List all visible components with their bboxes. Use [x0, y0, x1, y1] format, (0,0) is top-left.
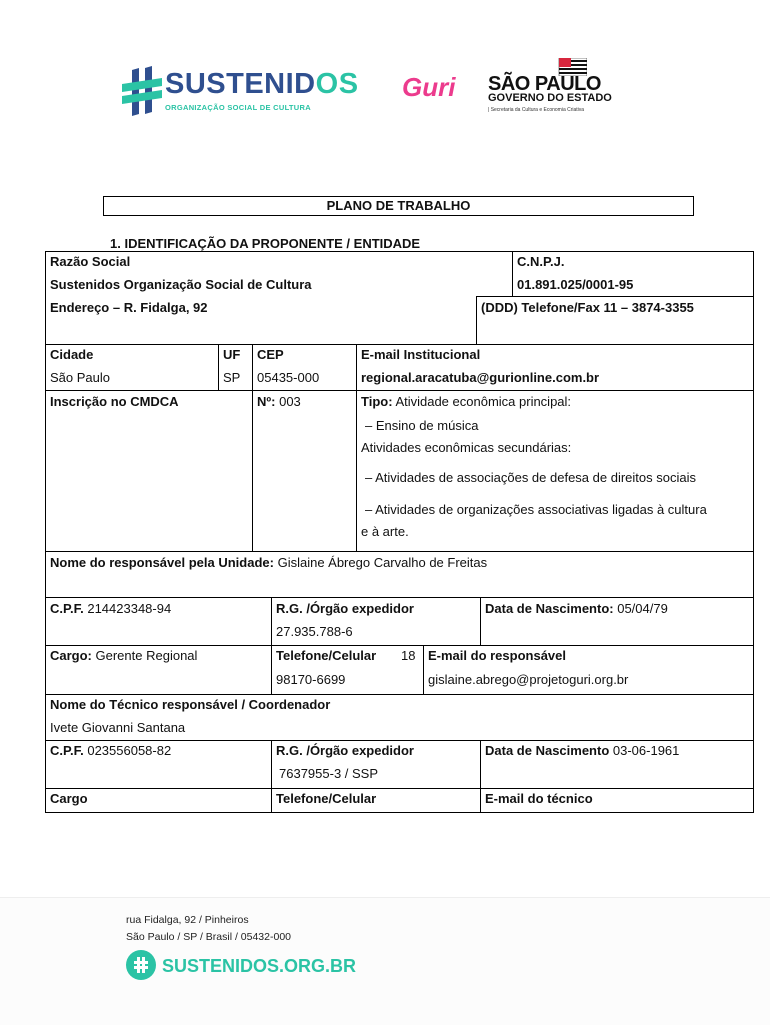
tecnico-label: Nome do Técnico responsável / Coordenador: [50, 697, 331, 712]
razao-social-label: Razão Social: [50, 254, 131, 269]
cmdca-number: Nº: 003: [257, 394, 301, 409]
footer-website-link[interactable]: SUSTENIDOS.ORG.BR: [162, 956, 357, 976]
section-title: 1. IDENTIFICAÇÃO DA PROPONENTE / ENTIDADE: [110, 236, 421, 251]
rg-responsavel-label: R.G. /Órgão expedidor: [276, 601, 414, 616]
tipo-atividade-secundaria-2: – Atividades de organizações associativas ligadas à cultura: [365, 502, 707, 517]
nascimento-tecnico: Data de Nascimento 03-06-1961: [485, 743, 680, 758]
cep-value: 05435-000: [257, 370, 320, 385]
uf-label: UF: [223, 347, 241, 362]
responsavel-unidade: Nome do responsável pela Unidade: Gislaine Ábrego Carvalho de Freitas: [50, 555, 488, 570]
cidade-value: São Paulo: [50, 370, 110, 385]
cidade-label: Cidade: [50, 347, 94, 362]
tipo-atividade: Tipo: Atividade econômica principal:: [361, 394, 572, 409]
cnpj-value: 01.891.025/0001-95: [517, 277, 634, 292]
sustenidos-hash-icon: [122, 66, 162, 116]
nascimento-responsavel: Data de Nascimento: 05/04/79: [485, 601, 668, 616]
uf-value: SP: [223, 370, 241, 385]
cargo-responsavel: Cargo: Gerente Regional: [50, 648, 198, 663]
cmdca-label: Inscrição no CMDCA: [50, 394, 179, 409]
email-tecnico-label: E-mail do técnico: [485, 791, 593, 806]
cnpj-label: C.N.P.J.: [517, 254, 565, 269]
email-responsavel-value: gislaine.abrego@projetoguri.org.br: [428, 672, 629, 687]
cep-label: CEP: [257, 347, 284, 362]
cargo-tecnico-label: Cargo: [50, 791, 88, 806]
tipo-atividade-secundaria-1: – Atividades de associações de defesa de direitos sociais: [365, 470, 696, 485]
sustenidos-logo-subtitle: ORGANIZAÇÃO SOCIAL DE CULTURA: [165, 103, 311, 112]
governo-do-estado-label: GOVERNO DO ESTADO: [488, 92, 612, 104]
tipo-atividade-principal: – Ensino de música: [365, 418, 479, 433]
footer: [0, 897, 770, 1025]
endereco-value: Endereço – R. Fidalga, 92: [50, 300, 208, 315]
footer-hash-icon: [126, 950, 156, 980]
cpf-responsavel: C.P.F. 214423348-94: [50, 601, 172, 616]
sustenidos-logo-text: SUSTENIDOS: [165, 68, 359, 100]
razao-social-value: Sustenidos Organização Social de Cultura: [50, 277, 312, 292]
footer-address-line1: rua Fidalga, 92 / Pinheiros: [126, 914, 249, 926]
document-title: PLANO DE TRABALHO: [103, 196, 694, 216]
tipo-atividade-secundaria-2-cont: e à arte.: [361, 524, 409, 539]
rg-tecnico-value: 7637955-3 / SSP: [279, 766, 379, 781]
rg-responsavel-value: 27.935.788-6: [276, 624, 353, 639]
email-responsavel-label: E-mail do responsável: [428, 648, 566, 663]
cpf-tecnico: C.P.F. 023556058-82: [50, 743, 172, 758]
tipo-atividades-secundarias-label: Atividades econômicas secundárias:: [361, 440, 572, 455]
telefone-fax-value: (DDD) Telefone/Fax 11 – 3874-3355: [481, 300, 694, 315]
email-institucional-value: regional.aracatuba@gurionline.com.br: [361, 370, 600, 385]
telefone-responsavel-value: 98170-6699: [276, 672, 346, 687]
footer-address-line2: São Paulo / SP / Brasil / 05432-000: [126, 931, 291, 943]
tecnico-value: Ivete Giovanni Santana: [50, 720, 186, 735]
secretaria-label: | Secretaria da Cultura e Economia Criativa: [488, 107, 585, 113]
telefone-responsavel-label: Telefone/Celular: [276, 648, 377, 663]
sao-paulo-logo: SÃO PAULO: [488, 73, 601, 95]
telefone-responsavel-ddd: 18: [401, 648, 416, 663]
rg-tecnico-label: R.G. /Órgão expedidor: [276, 743, 414, 758]
email-institucional-label: E-mail Institucional: [361, 347, 481, 362]
telefone-tecnico-label: Telefone/Celular: [276, 791, 377, 806]
guri-logo: Guri: [402, 72, 456, 102]
